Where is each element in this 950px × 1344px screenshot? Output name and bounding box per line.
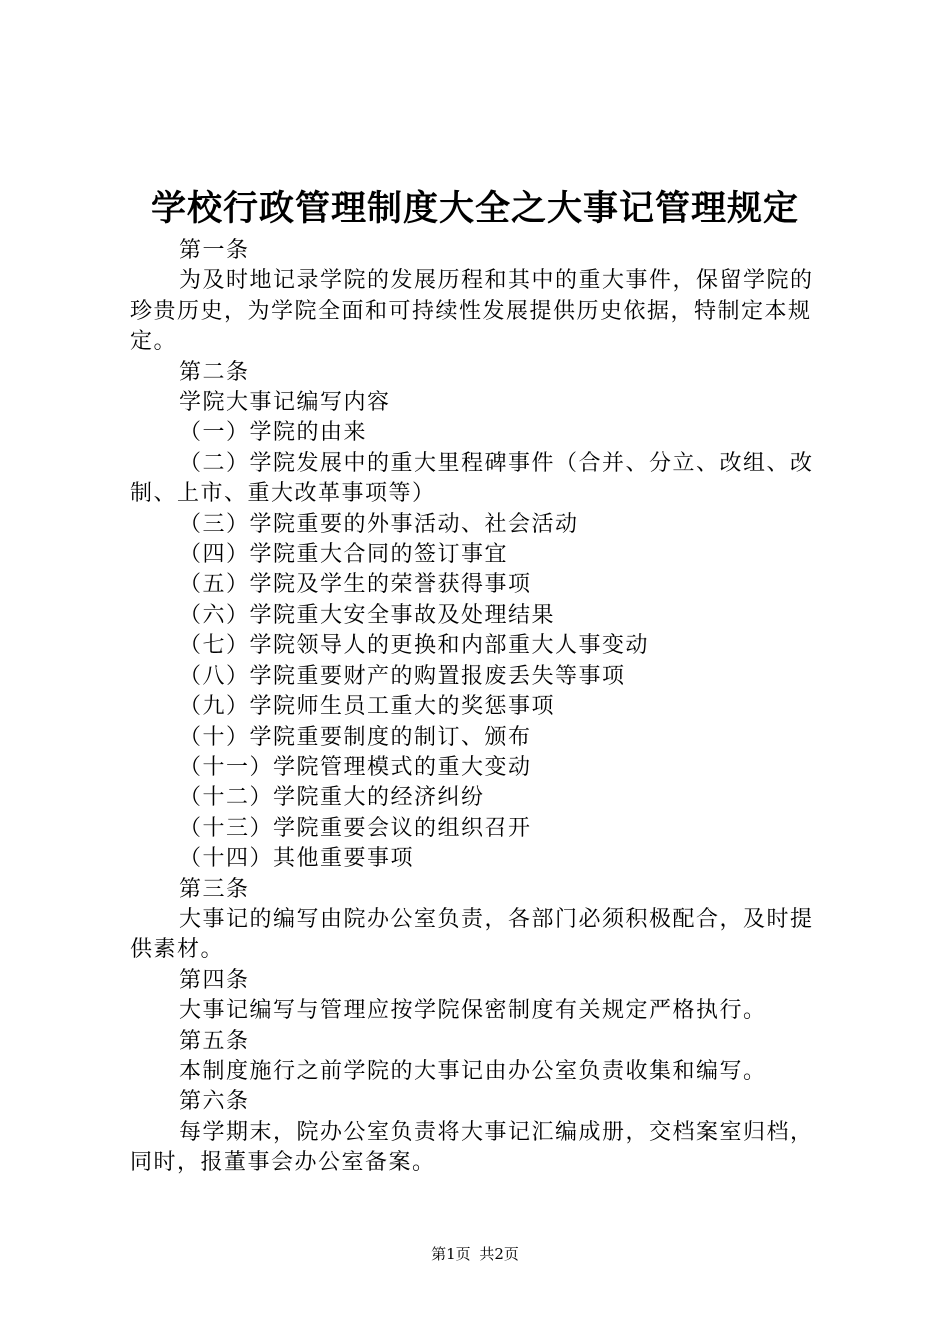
paragraph: （二）学院发展中的重大里程碑事件（合并、分立、改组、改制、上市、重大改革事项等）	[130, 450, 814, 507]
paragraph: 第二条	[179, 359, 250, 385]
paragraph: 为及时地记录学院的发展历程和其中的重大事件，保留学院的珍贵历史，为学院全面和可持续性发展提供历史依据，特制定本规定。	[130, 268, 814, 355]
page-footer	[0, 1244, 950, 1264]
paragraph: （六）学院重大安全事故及处理结果	[179, 602, 556, 628]
paragraph: （八）学院重要财产的购置报废丢失等事项	[179, 663, 626, 689]
page-number-current: 第1页	[431, 1245, 471, 1263]
paragraph: 大事记编写与管理应按学院保密制度有关规定严格执行。	[179, 998, 767, 1024]
paragraph: 第六条	[179, 1089, 250, 1115]
paragraph: （五）学院及学生的荣誉获得事项	[179, 572, 532, 598]
paragraph: 学院大事记编写内容	[179, 390, 391, 416]
paragraph: （十三）学院重要会议的组织召开	[179, 815, 532, 841]
paragraph: 第一条	[179, 238, 250, 263]
document-body	[130, 236, 830, 1179]
document-title: 学校行政管理制度大全之大事记管理规定	[150, 188, 799, 229]
paragraph: （七）学院领导人的更换和内部重大人事变动	[179, 633, 650, 659]
paragraph: 大事记的编写由院办公室负责，各部门必须积极配合，及时提供素材。	[130, 906, 814, 963]
paragraph: （三）学院重要的外事活动、社会活动	[179, 511, 579, 537]
paragraph: 第三条	[179, 876, 250, 902]
paragraph: 第四条	[179, 967, 250, 993]
paragraph: 本制度施行之前学院的大事记由办公室负责收集和编写。	[179, 1058, 767, 1084]
paragraph: （九）学院师生员工重大的奖惩事项	[179, 694, 556, 720]
paragraph: 每学期末，院办公室负责将大事记汇编成册，交档案室归档，同时，报董事会办公室备案。	[130, 1119, 814, 1176]
paragraph: （十四）其他重要事项	[179, 846, 415, 872]
paragraph: （十一）学院管理模式的重大变动	[179, 754, 532, 780]
paragraph: （一）学院的由来	[179, 420, 368, 446]
paragraph: （四）学院重大合同的签订事宜	[179, 542, 509, 568]
paragraph: （十）学院重要制度的制订、颁布	[179, 724, 532, 750]
paragraph: 第五条	[179, 1028, 250, 1054]
paragraph: （十二）学院重大的经济纠纷	[179, 785, 485, 811]
page-number-total: 共2页	[479, 1245, 519, 1263]
